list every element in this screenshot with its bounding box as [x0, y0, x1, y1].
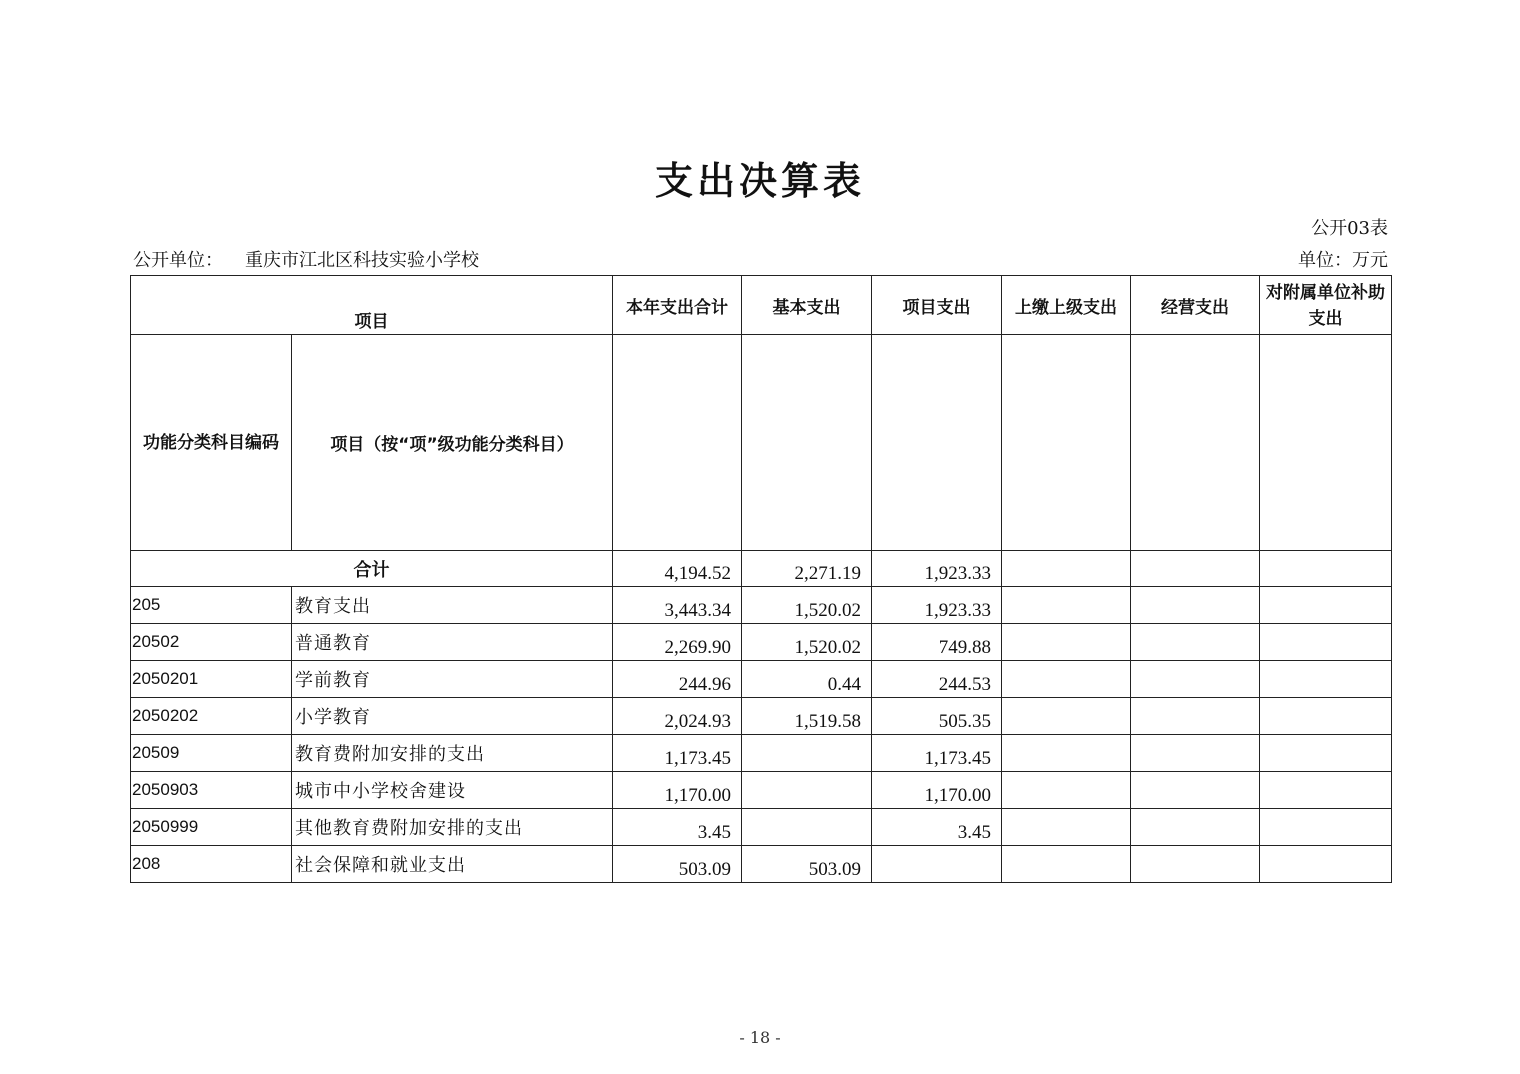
- cell-basic: [742, 772, 872, 809]
- total-business: [1131, 551, 1260, 587]
- cell-name: 其他教育费附加安排的支出: [292, 809, 613, 846]
- cell-business: [1131, 735, 1260, 772]
- cell-upper-level: [1002, 624, 1131, 661]
- cell-subsidy: [1260, 698, 1392, 735]
- cell-code: 205: [131, 587, 292, 624]
- cell-total: 2,269.90: [613, 624, 742, 661]
- header-blank-cell: [1260, 335, 1392, 551]
- cell-subsidy: [1260, 587, 1392, 624]
- cell-name: 小学教育: [292, 698, 613, 735]
- cell-name: 普通教育: [292, 624, 613, 661]
- disclosing-unit-name: 重庆市江北区科技实验小学校: [245, 250, 479, 271]
- cell-business: [1131, 661, 1260, 698]
- cell-name: 城市中小学校舍建设: [292, 772, 613, 809]
- cell-total: 244.96: [613, 661, 742, 698]
- cell-subsidy: [1260, 624, 1392, 661]
- cell-project-expenditure: 1,923.33: [872, 587, 1002, 624]
- cell-upper-level: [1002, 661, 1131, 698]
- table-row: [131, 624, 1392, 661]
- total-basic: 2,271.19: [742, 551, 872, 587]
- cell-code: 20502: [131, 624, 292, 661]
- cell-code: 2050202: [131, 698, 292, 735]
- cell-name: 社会保障和就业支出: [292, 846, 613, 883]
- total-subsidy: [1260, 551, 1392, 587]
- header-subsidy: 对附属单位补助支出: [1260, 276, 1392, 335]
- cell-upper-level: [1002, 846, 1131, 883]
- cell-business: [1131, 809, 1260, 846]
- cell-upper-level: [1002, 587, 1131, 624]
- header-row-sub: [131, 335, 1392, 551]
- table-row: [131, 587, 1392, 624]
- cell-basic: 1,520.02: [742, 624, 872, 661]
- cell-project-expenditure: 1,170.00: [872, 772, 1002, 809]
- total-project-expenditure: 1,923.33: [872, 551, 1002, 587]
- cell-total: 2,024.93: [613, 698, 742, 735]
- cell-upper-level: [1002, 698, 1131, 735]
- cell-subsidy: [1260, 846, 1392, 883]
- header-blank-cell: [613, 335, 742, 551]
- total-label: 合计: [131, 551, 613, 587]
- disclosing-unit-label: 公开单位：: [133, 250, 223, 271]
- header-blank-cell: [1131, 335, 1260, 551]
- header-blank-cell: [1002, 335, 1131, 551]
- cell-basic: 0.44: [742, 661, 872, 698]
- cell-business: [1131, 698, 1260, 735]
- cell-name: 教育支出: [292, 587, 613, 624]
- cell-project-expenditure: 3.45: [872, 809, 1002, 846]
- cell-upper-level: [1002, 735, 1131, 772]
- header-code: 功能分类科目编码: [131, 335, 292, 551]
- header-business: 经营支出: [1131, 276, 1260, 335]
- header-project-expenditure: 项目支出: [872, 276, 1002, 335]
- cell-name: 教育费附加安排的支出: [292, 735, 613, 772]
- cell-project-expenditure: 1,173.45: [872, 735, 1002, 772]
- cell-business: [1131, 846, 1260, 883]
- header-total: 本年支出合计: [613, 276, 742, 335]
- cell-business: [1131, 587, 1260, 624]
- table-row: [131, 809, 1392, 846]
- cell-project-expenditure: 505.35: [872, 698, 1002, 735]
- cell-upper-level: [1002, 772, 1131, 809]
- disclosing-unit: [133, 246, 479, 272]
- cell-business: [1131, 624, 1260, 661]
- cell-subsidy: [1260, 809, 1392, 846]
- table-row: [131, 772, 1392, 809]
- page-title: 支出决算表: [654, 159, 865, 203]
- cell-total: 3.45: [613, 809, 742, 846]
- header-row-main: [131, 276, 1392, 335]
- cell-basic: [742, 809, 872, 846]
- cell-subsidy: [1260, 735, 1392, 772]
- cell-business: [1131, 772, 1260, 809]
- form-number: 公开03表: [1311, 218, 1388, 239]
- currency-unit: 单位：万元: [1298, 250, 1388, 271]
- cell-basic: 1,520.02: [742, 587, 872, 624]
- cell-project-expenditure: [872, 846, 1002, 883]
- cell-basic: [742, 735, 872, 772]
- cell-code: 2050201: [131, 661, 292, 698]
- cell-code: 20509: [131, 735, 292, 772]
- header-upper-level: 上缴上级支出: [1002, 276, 1131, 335]
- cell-subsidy: [1260, 772, 1392, 809]
- cell-code: 2050999: [131, 809, 292, 846]
- cell-total: 1,170.00: [613, 772, 742, 809]
- header-project: 项目: [131, 276, 613, 335]
- cell-basic: 1,519.58: [742, 698, 872, 735]
- cell-name: 学前教育: [292, 661, 613, 698]
- expenditure-table: [130, 275, 1392, 883]
- total-upper-level: [1002, 551, 1131, 587]
- table-row: [131, 846, 1392, 883]
- page-number: - 18 -: [739, 1028, 781, 1047]
- cell-basic: 503.09: [742, 846, 872, 883]
- cell-project-expenditure: 749.88: [872, 624, 1002, 661]
- total-total: 4,194.52: [613, 551, 742, 587]
- cell-total: 1,173.45: [613, 735, 742, 772]
- cell-code: 208: [131, 846, 292, 883]
- table-row: [131, 661, 1392, 698]
- table-row: [131, 698, 1392, 735]
- cell-total: 3,443.34: [613, 587, 742, 624]
- cell-subsidy: [1260, 661, 1392, 698]
- table-row: [131, 735, 1392, 772]
- header-blank-cell: [872, 335, 1002, 551]
- total-row: [131, 551, 1392, 587]
- header-blank-cell: [742, 335, 872, 551]
- header-basic: 基本支出: [742, 276, 872, 335]
- cell-upper-level: [1002, 809, 1131, 846]
- cell-total: 503.09: [613, 846, 742, 883]
- header-item: 项目（按“项”级功能分类科目）: [292, 335, 613, 551]
- cell-project-expenditure: 244.53: [872, 661, 1002, 698]
- cell-code: 2050903: [131, 772, 292, 809]
